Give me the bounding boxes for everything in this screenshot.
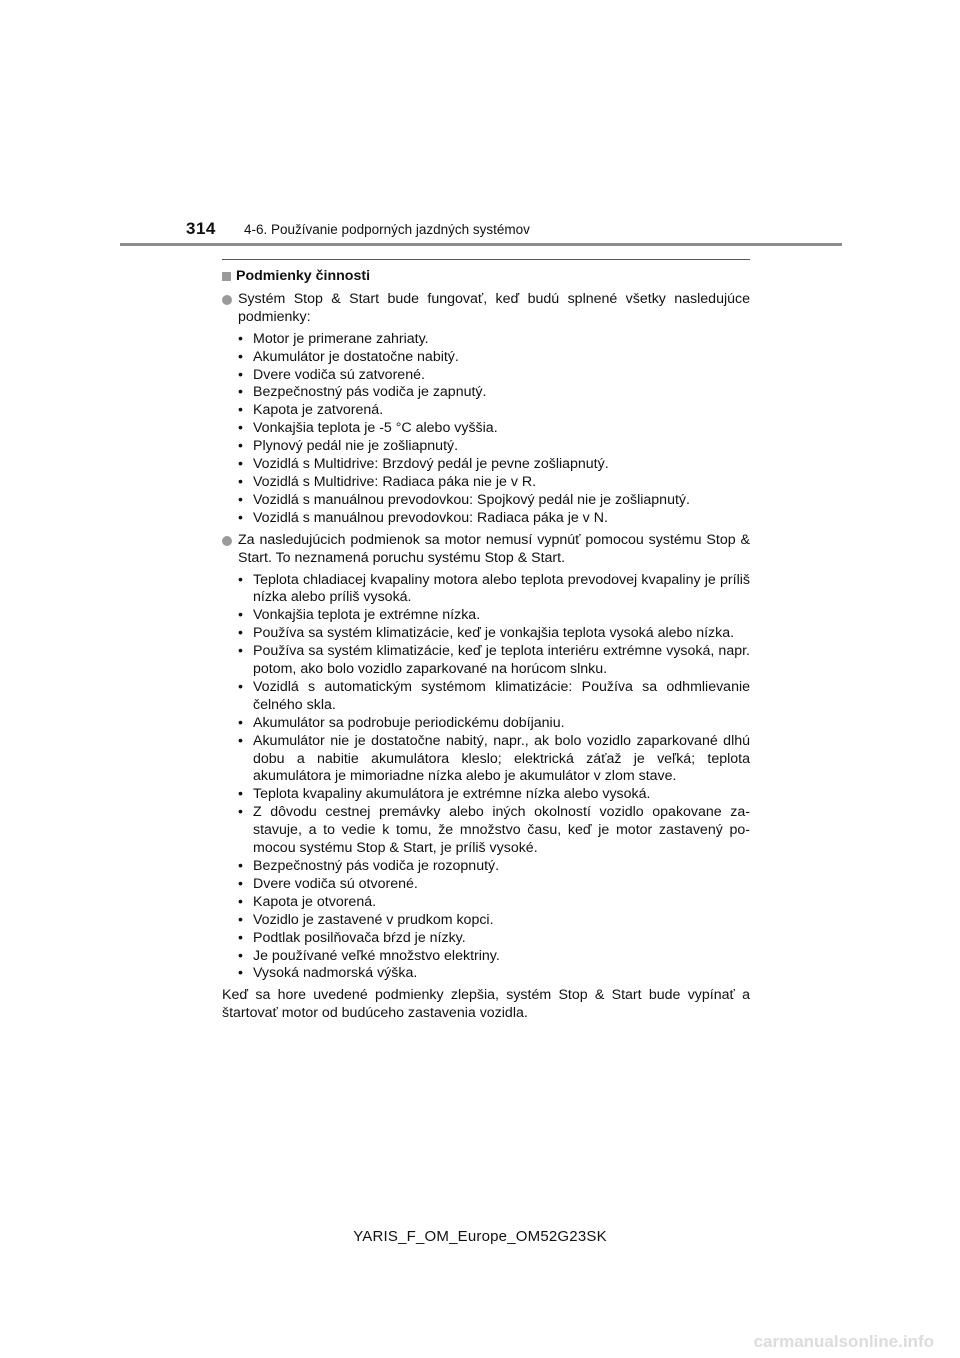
list-item	[238, 367, 750, 385]
bullet-dot-icon: •	[238, 947, 243, 964]
list-item-text: Používa sa systém klimatizácie, keď je vonkajšia teplota vysoká alebo nízka.	[253, 625, 735, 642]
list-item-text: Motor je primerane zahriaty.	[253, 330, 429, 347]
bullet-dot-icon: •	[238, 607, 243, 624]
bullet-dot-icon: •	[238, 509, 243, 526]
list-item	[238, 420, 750, 438]
list-item-text: Plynový pedál nie je zošliapnutý.	[253, 438, 459, 455]
list-item-text: Vozidlá s Multidrive: Radiaca páka nie je v R.	[253, 473, 537, 490]
list-item-text: Vysoká nadmorská výška.	[253, 965, 418, 982]
list-item	[238, 438, 750, 456]
content-rule	[222, 259, 750, 260]
list-item	[238, 331, 750, 349]
bullet-dot-icon: •	[238, 893, 243, 910]
list-item	[238, 625, 750, 643]
list-item-text: Vonkajšia teplota je -5 °C alebo vyššia.	[253, 420, 498, 437]
list-item	[238, 876, 750, 894]
list-item-text: Dvere vodiča sú zatvorené.	[253, 366, 425, 383]
section-title: 4-6. Používanie podporných jazdných systémov	[244, 222, 530, 237]
condition-groups	[222, 291, 750, 983]
bullet-dot-icon: •	[238, 420, 243, 437]
list-item	[238, 349, 750, 367]
bullet-dot-icon: •	[238, 438, 243, 455]
bullet-dot-icon: •	[238, 625, 243, 642]
list-item	[238, 402, 750, 420]
list-item-text: Akumulátor nie je dostatočne nabitý, napr., ak bolo vozidlo zaparkované dlhú dobu a nabitie akumulátora kleslo; elektrická záťaž je veľká; teplota akumulátora je mimoriadne nízka alebo je akumulátor v zlom stave.	[253, 732, 750, 785]
list-item-text: Vozidlá s Multidrive: Brzdový pedál je pevne zošliapnutý.	[253, 456, 609, 473]
list-item-text: Akumulátor sa podrobuje periodickému dobíjaniu.	[253, 714, 565, 731]
list-item-text: Vozidlá s manuálnou prevodovkou: Spojkový pedál nie je zošliapnutý.	[253, 491, 690, 508]
bullet-dot-icon: •	[238, 965, 243, 982]
condition-paragraph-text: Systém Stop & Start bude fungovať, keď budú splnené všetky nasledujúce podmienky:	[238, 290, 750, 325]
bullet-dot-icon: •	[238, 348, 243, 365]
bullet-dot-icon: •	[238, 875, 243, 892]
list-item	[238, 456, 750, 474]
list-item	[238, 384, 750, 402]
list-item	[238, 679, 750, 715]
circle-bullet-icon	[222, 536, 232, 546]
list-item-text: Používa sa systém klimatizácie, keď je teplota interiéru extrémne vysoká, napr. potom, ako bolo vozidlo zaparkované na horúcom slnku.	[253, 643, 750, 678]
bullet-dot-icon: •	[238, 714, 243, 731]
list-item-text: Podtlak posilňovača bŕzd je nízky.	[253, 929, 466, 946]
closing-paragraph: Keď sa hore uvedené podmienky zlepšia, systém Stop & Start bude vypínať a štartovať motor od budúceho zastavenia vozidla.	[222, 987, 750, 1022]
list-item	[238, 786, 750, 804]
bullet-dot-icon: •	[238, 858, 243, 874]
list-item	[238, 948, 750, 966]
bullet-dot-icon: •	[238, 384, 243, 401]
list-item	[238, 607, 750, 625]
list-item-text: Vozidlo je zastavené v prudkom kopci.	[253, 911, 494, 928]
list-item	[238, 930, 750, 948]
list-item-text: Je používané veľké množstvo elektriny.	[253, 947, 500, 964]
list-item-text: Bezpečnostný pás vodiča je zapnutý.	[253, 384, 487, 401]
bullet-dot-icon: •	[238, 643, 243, 660]
bullet-dot-icon: •	[238, 911, 243, 928]
list-item	[238, 510, 750, 528]
watermark: carmanualsonline.info	[753, 1332, 934, 1351]
list-item-text: Teplota chladiacej kvapaliny motora alebo teplota prevodovej kvapaliny je príliš nízka alebo príliš vysoká.	[253, 571, 750, 606]
list-item-text: Kapota je zatvorená.	[253, 402, 384, 419]
header-rule	[120, 243, 842, 246]
list-item	[238, 912, 750, 930]
list-item-text: Kapota je otvorená.	[253, 893, 377, 910]
list-item	[238, 492, 750, 510]
list-item	[238, 572, 750, 608]
condition-paragraph-text: Za nasledujúcich podmienok sa motor nemusí vypnúť pomocou systému Stop & Start. To neznamená poruchu systému Stop & Start.	[238, 531, 750, 566]
bullet-list	[222, 572, 750, 984]
subheading-text: Podmienky činnosti	[236, 268, 371, 284]
list-item-text: Vonkajšia teplota je extrémne nízka.	[253, 607, 481, 624]
bullet-dot-icon: •	[238, 491, 243, 508]
content	[222, 268, 750, 1023]
bullet-dot-icon: •	[238, 330, 243, 347]
list-item-text: Vozidlá s automatickým systémom klimatizácie: Používa sa odhmlievanie čelného skla.	[253, 678, 750, 713]
bullet-dot-icon: •	[238, 473, 243, 490]
square-bullet-icon	[222, 272, 231, 281]
list-item	[238, 474, 750, 492]
circle-bullet-icon	[222, 295, 232, 305]
list-item-text: Akumulátor je dostatočne nabitý.	[253, 348, 459, 365]
bullet-dot-icon: •	[238, 732, 243, 749]
page-number: 314	[186, 219, 216, 238]
bullet-dot-icon: •	[238, 786, 243, 803]
bullet-dot-icon: •	[238, 678, 243, 695]
list-item-text: Dvere vodiča sú otvorené.	[253, 875, 418, 892]
list-item	[238, 733, 750, 787]
list-item	[238, 715, 750, 733]
list-item-text: Bezpečnostný pás vodiča je rozopnutý.	[253, 858, 500, 874]
list-item	[238, 858, 750, 876]
bullet-list	[222, 331, 750, 528]
bullet-dot-icon: •	[238, 366, 243, 383]
bullet-dot-icon: •	[238, 929, 243, 946]
condition-paragraph	[222, 532, 750, 568]
condition-paragraph	[222, 291, 750, 327]
bullet-dot-icon: •	[238, 571, 243, 588]
list-item	[238, 965, 750, 983]
bullet-dot-icon: •	[238, 402, 243, 419]
bullet-dot-icon: •	[238, 804, 243, 821]
list-item	[238, 804, 750, 858]
subheading	[222, 268, 750, 286]
bullet-dot-icon: •	[238, 456, 243, 473]
list-item-text: Z dôvodu cestnej premávky alebo iných okolností vozidlo opakovane za-stavuje, a to vedie k tomu, že množstvo času, keď je motor zastavený po-mocou systému Stop & Start, je príliš vysoké.	[253, 804, 750, 857]
list-item-text: Vozidlá s manuálnou prevodovkou: Radiaca páka je v N.	[253, 509, 608, 526]
list-item-text: Teplota kvapaliny akumulátora je extrémne nízka alebo vysoká.	[253, 786, 651, 803]
list-item	[238, 643, 750, 679]
list-item	[238, 894, 750, 912]
footer-code: YARIS_F_OM_Europe_OM52G23SK	[353, 1228, 607, 1245]
